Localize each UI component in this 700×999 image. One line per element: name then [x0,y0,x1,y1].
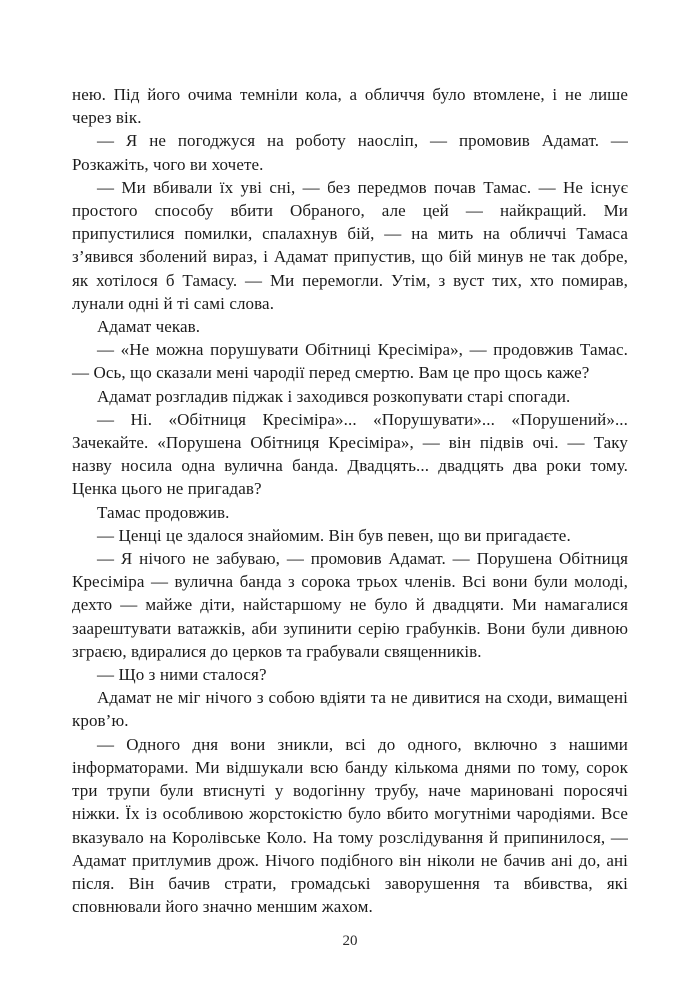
paragraph: Тамас продовжив. [97,502,230,522]
paragraph: Адамат не міг нічого з собою вдіяти та не дивитися на сходи, вимащені кров’ю. [72,688,628,731]
paragraph: Адамат чекав. [97,317,201,337]
paragraph: — Одного дня вони зникли, всі до одного, включно з нашими інформаторами. Ми відшукали всю банду кількома днями по тому, сорок три трупи були втиснуті у водогінну трубу, наче мариновані поросячі ніжки. Їх із особливою жорстокістю було вбито могутніми чародіями. Все вказувало на Королівське Коло. На тому розслідування й припинилося, — Адамат притлумив дрож. Нічого подібного він ніколи не бачив ані до, ані після. Він бачив страти, громадські заворушення та вбивства, які сповнювали його значно меншим жахом. [72,734,628,917]
paragraph: — Я не погоджуся на роботу наосліп, — промовив Адамат. — Розкажіть, чого ви хочете. [72,131,628,174]
paragraph: — Що з ними сталося? [97,665,267,685]
paragraph: — Я нічого не забуваю, — промовив Адамат. — Порушена Обітниця Кресіміра — вулична банда з сорока трьох членів. Всі вони були молоді, дехто — майже діти, найстаршому не було й двадцяти. Ми намагалися заарештувати ватажків, аби зупинити серію грабунків. Вони були дивною зграєю, вдиралися до церков та грабували священників. [72,549,628,661]
paragraph: — Ні. «Обітниця Кресіміра»... «Порушувати»... «Порушений»... Зачекайте. «Порушена Обітниця Кресіміра», — він підвів очі. — Таку назву носила одна вулична банда. Двадцять... двадцять два роки тому. Ценка цього не пригадав? [72,409,628,499]
page-text [72,83,628,918]
paragraph: нею. Під його очима темніли кола, а обличчя було втомлене, і не лише через вік. [72,85,628,128]
paragraph: — Ми вбивали їх уві сні, — без передмов почав Тамас. — Не існує простого способу вбити Обраного, але цей — найкращий. Ми припустилися помилки, спалахнув бій, — на мить на обличчі Тамаса з’явився зболений вираз, і Адамат припустив, що бій минув не так добре, як хотілося б Тамасу. — Ми перемогли. Утім, з вуст тих, хто помирав, лунали одні й ті самі слова. [72,177,628,313]
paragraph: — «Не можна порушувати Обітниці Кресіміра», — продовжив Тамас. — Ось, що сказали мені чародії перед смертю. Вам це про щось каже? [72,340,628,383]
paragraph: — Ценці це здалося знайомим. Він був певен, що ви пригадаєте. [97,525,571,545]
page-number: 20 [342,933,358,949]
paragraph: Адамат розгладив піджак і заходився розкопувати старі спогади. [97,386,571,406]
